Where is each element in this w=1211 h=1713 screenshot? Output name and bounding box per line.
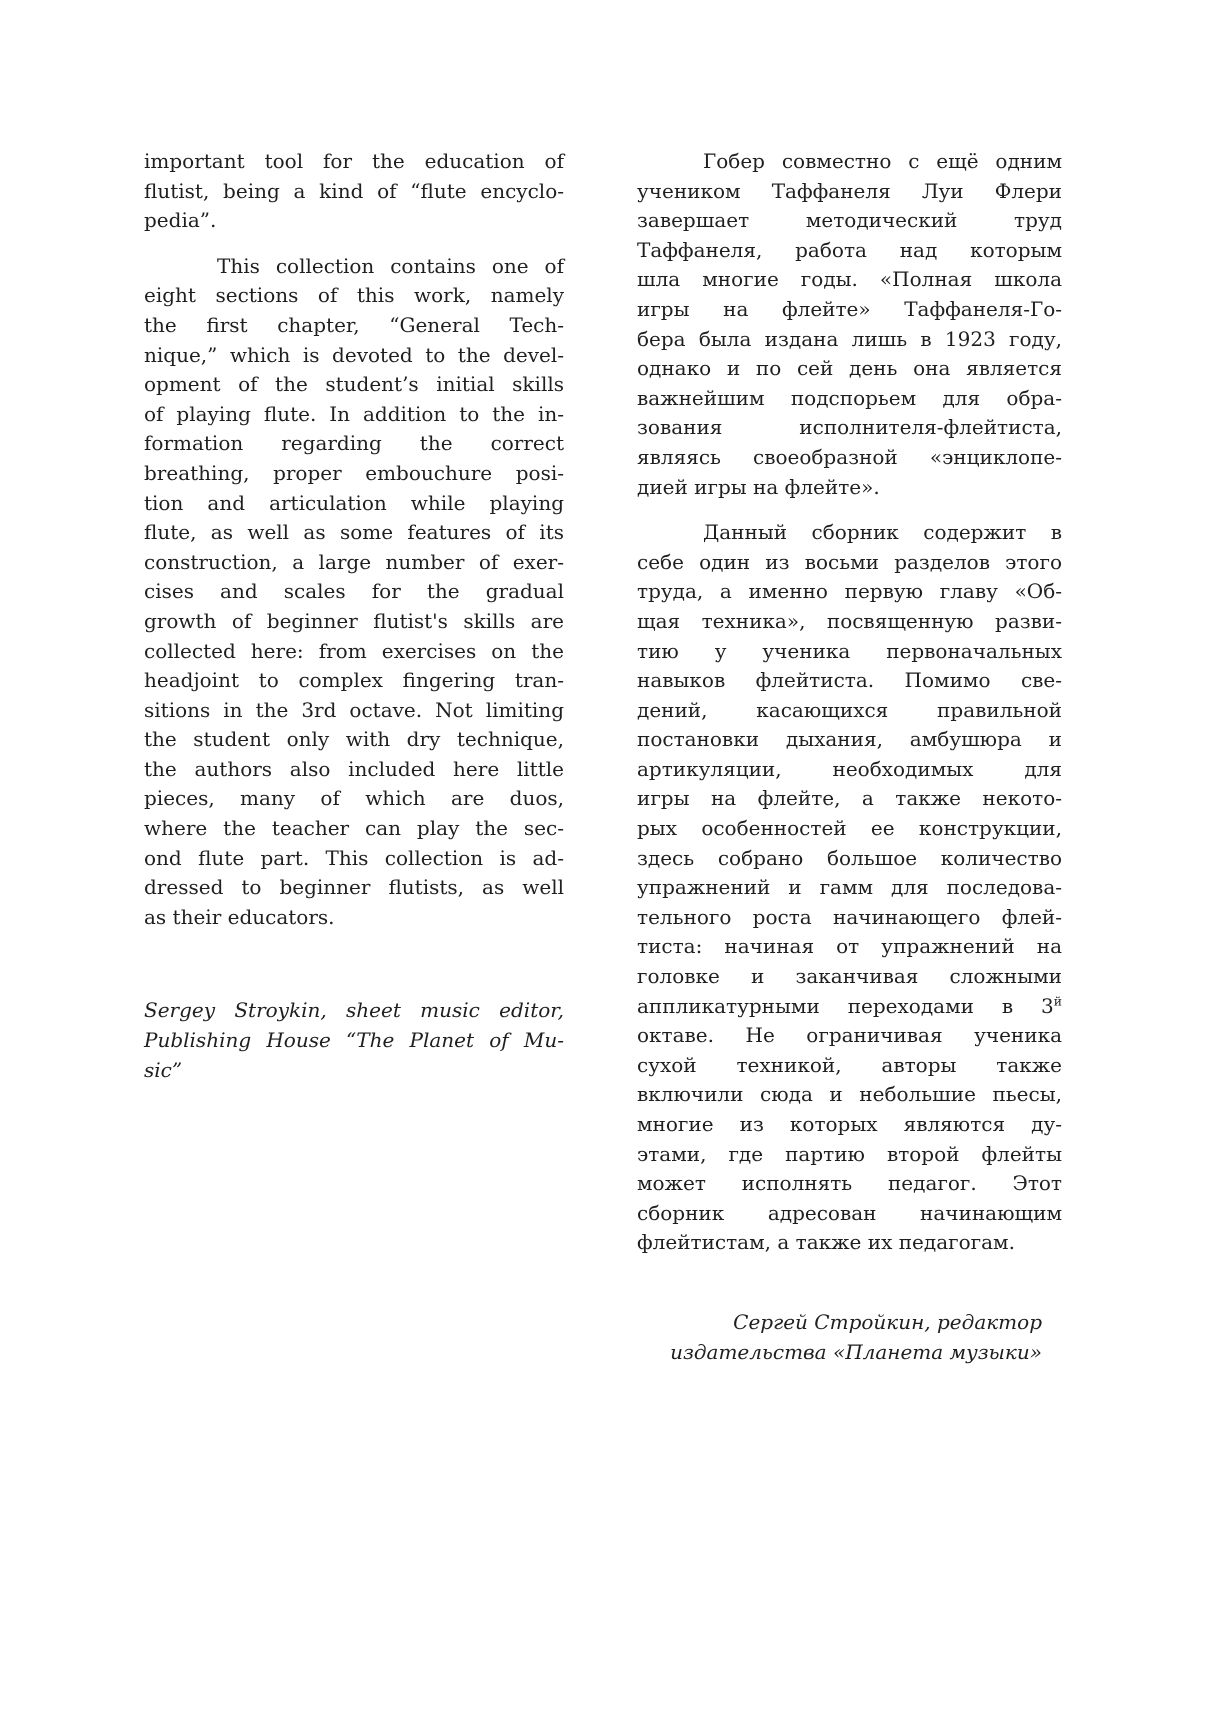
text-line: головке и заканчивая сложными [637, 964, 1062, 989]
text-line: of playing flute. In addition to the in- [144, 401, 564, 426]
text-line: может исполнять педагог. Этот [637, 1171, 1062, 1196]
left-paragraph-2 [144, 252, 564, 933]
text-line: the student only with dry technique, [144, 727, 564, 752]
text-line: headjoint to complex fingering tran- [144, 668, 564, 693]
text-line: as their educators. [144, 904, 335, 929]
text-line: дений, касающихся правильной [637, 697, 1062, 722]
left-paragraph-1 [144, 147, 564, 236]
text-line: дией игры на флейте». [637, 474, 880, 499]
text-line: pieces, many of which are duos, [144, 786, 564, 811]
text-line: упражнений и гамм для последова- [637, 875, 1062, 900]
right-paragraph-1 [637, 147, 1062, 502]
right-column [637, 147, 1062, 1367]
superscript: й [1053, 992, 1062, 1008]
text-line: рых особенностей ее конструкции, [637, 816, 1062, 841]
text-line: артикуляции, необходимых для [637, 756, 1062, 781]
text-line: учеником Таффанеля Луи Флери [637, 178, 1062, 203]
text-line: flutist, being a kind of “flute encyclo- [144, 178, 564, 203]
text-line: sitions in the 3rd octave. Not limiting [144, 697, 564, 722]
text-line: dressed to beginner flutists, as well [144, 875, 564, 900]
text-line: игры на флейте» Таффанеля-Го- [637, 296, 1062, 321]
text-line: the first chapter, “General Tech- [144, 312, 564, 337]
text-line: зования исполнителя-флейтиста, [637, 415, 1062, 440]
text-line: where the teacher can play the sec- [144, 816, 564, 841]
text-line: постановки дыхания, амбушюра и [637, 727, 1062, 752]
text-line: тельного роста начинающего флей- [637, 904, 1062, 929]
text-line: cises and scales for the gradual [144, 579, 564, 604]
text-line: однако и по сей день она является [637, 356, 1062, 381]
text-line: навыков флейтиста. Помимо све- [637, 668, 1062, 693]
text-line: tion and articulation while playing [144, 490, 564, 515]
text-line: тию у ученика первоначальных [637, 638, 1062, 663]
text-line: Данный сборник содержит в [703, 520, 1062, 545]
text-line: collected here: from exercises on the [144, 638, 564, 663]
text-line: Гобер совместно с ещё одним [703, 149, 1062, 173]
text-line: сборник адресован начинающим [637, 1200, 1062, 1225]
text-line: октаве. Не ограничивая ученика [637, 1023, 1062, 1048]
text-line: тиста: начиная от упражнений на [637, 934, 1062, 959]
text-line: являясь своеобразной «энциклопе- [637, 444, 1062, 469]
text-line: завершает методический труд [637, 208, 1062, 233]
signature-line: Sergey Stroykin, sheet music editor, [144, 998, 564, 1023]
left-column [144, 147, 564, 1085]
text-line: formation regarding the correct [144, 431, 564, 456]
signature-line: издательства «Планета музыки» [670, 1339, 1042, 1364]
text-line: флейтистам, а также их педагогам. [637, 1230, 1015, 1255]
text-line: the authors also included here little [144, 756, 564, 781]
text-line: This collection contains one of [217, 253, 564, 278]
text-line: включили сюда и небольшие пьесы, [637, 1082, 1062, 1107]
text-line: игры на флейте, а также некото- [637, 786, 1062, 811]
text-line: growth of beginner flutist's skills are [144, 608, 564, 633]
signature-line: sic” [144, 1057, 183, 1082]
text-line: этами, где партию второй флейты [637, 1141, 1062, 1166]
text-line: construction, a large number of exer- [144, 549, 564, 574]
signature-line: Publishing House “The Planet of Mu- [144, 1028, 564, 1053]
text-line: важнейшим подспорьем для обра- [637, 385, 1062, 410]
text-line: nique,” which is devoted to the devel- [144, 342, 564, 367]
text-line: breathing, proper embouchure posi- [144, 460, 564, 485]
text-line: important tool for the education of [144, 149, 564, 173]
text-line: труда, а именно первую главу «Об- [637, 579, 1062, 604]
text-line: многие из которых являются ду- [637, 1112, 1062, 1136]
text-line: pedia”. [144, 208, 217, 233]
text-line: щая техника», посвященную разви- [637, 608, 1062, 633]
text-line: eight sections of this work, namely [144, 283, 564, 308]
left-signature [144, 996, 564, 1085]
text-line: здесь собрано большое количество [637, 845, 1062, 870]
text-line: opment of the student’s initial skills [144, 372, 564, 397]
text-line: бера была издана лишь в 1923 году, [637, 326, 1062, 351]
right-paragraph-2 [637, 518, 1062, 1258]
text-line: шла многие годы. «Полная школа [637, 267, 1062, 292]
text-line: аппликатурными переходами в $3^й$ [637, 992, 1062, 1018]
signature-line: Сергей Стройкин, редактор [733, 1309, 1042, 1334]
text-line: flute, as well as some features of its [144, 520, 564, 545]
text-line: Таффанеля, работа над которым [637, 237, 1062, 262]
right-signature [637, 1308, 1062, 1367]
text-line: ond flute part. This collection is ad- [144, 845, 564, 870]
text-line: себе один из восьми разделов этого [637, 549, 1062, 574]
text-line: сухой техникой, авторы также [637, 1052, 1062, 1077]
